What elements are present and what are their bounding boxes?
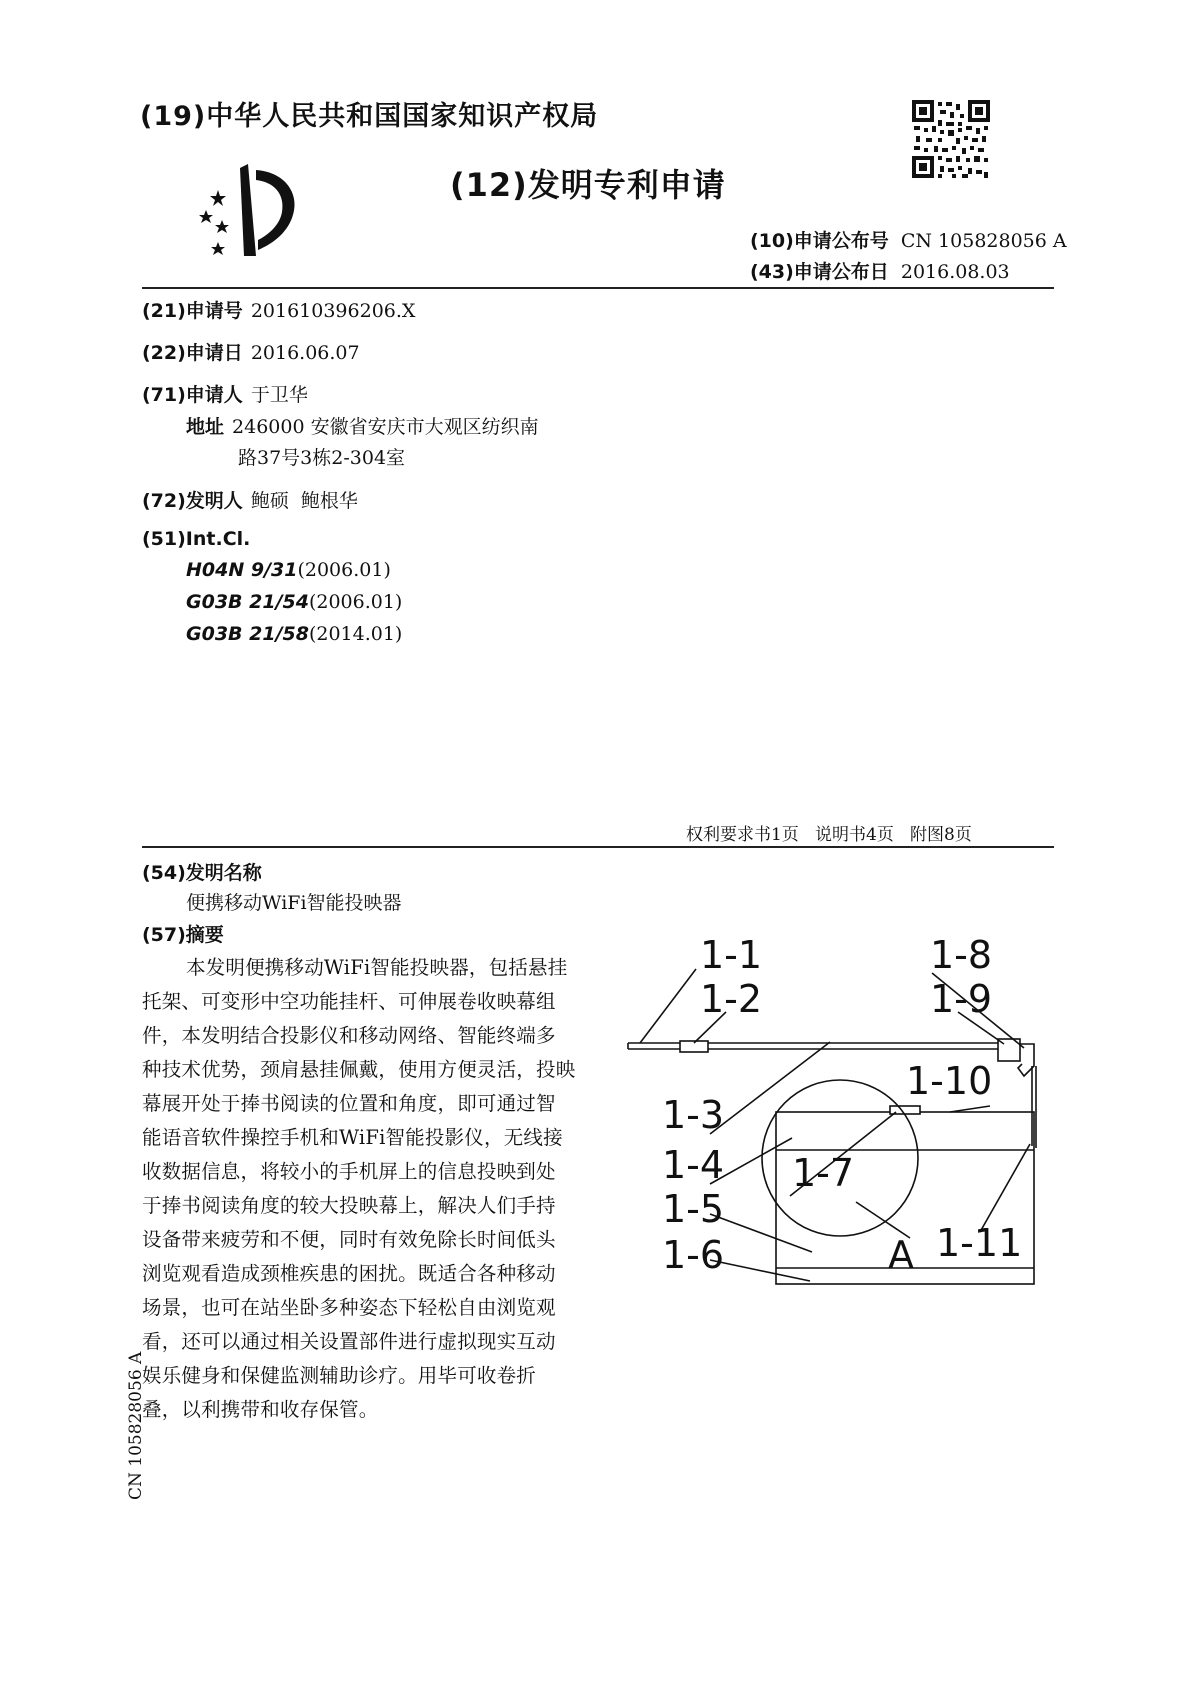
inventors — [142, 486, 358, 513]
figure-label: A — [888, 1233, 914, 1277]
page-counts: 权利要求书1页 说明书4页 附图8页 — [686, 825, 972, 845]
figure-label: 1-4 — [662, 1143, 725, 1187]
address-line-1: 246000 安徽省安庆市大观区纺织南 — [232, 416, 539, 438]
figure-label: 1-7 — [792, 1151, 855, 1195]
side-publication-number: CN 105828056 A — [126, 1351, 146, 1500]
abstract-line: 于捧书阅读角度的较大投映幕上，解决人们手持 — [142, 1194, 556, 1217]
ipc-entry — [186, 591, 402, 613]
figure-label: 1-9 — [930, 977, 993, 1021]
inventors-label: (72)发明人 — [142, 490, 243, 512]
publication-date-label: (43)申请公布日 — [750, 261, 889, 283]
ipc-entry — [186, 623, 402, 645]
ipc-version: (2006.01) — [297, 559, 391, 581]
abstract-line: 叠，以利携带和收存保管。 — [142, 1398, 379, 1421]
application-date-label: (22)申请日 — [142, 342, 243, 364]
figure-label: 1-2 — [700, 977, 763, 1021]
abstract-line: 件，本发明结合投影仪和移动网络、智能终端多 — [142, 1024, 556, 1047]
title-label: (54)发明名称 — [142, 862, 262, 884]
qr-code — [912, 100, 990, 178]
abstract-line: 幕展开处于捧书阅读的位置和角度，即可通过智 — [142, 1092, 556, 1115]
section-divider — [142, 846, 1054, 848]
figure-label: 1-10 — [906, 1059, 993, 1103]
invention-title: 便携移动WiFi智能投映器 — [186, 892, 402, 914]
address — [186, 412, 539, 439]
figure-label: 1-3 — [662, 1093, 725, 1137]
ipc-version: (2014.01) — [308, 623, 403, 645]
ipc-code: G03B 21/54 — [186, 591, 309, 613]
application-number — [142, 296, 415, 323]
abstract-line: 场景，也可在站坐卧多种姿态下轻松自由浏览观 — [142, 1296, 556, 1319]
abstract-line: 浏览观看造成颈椎疾患的困扰。既适合各种移动 — [142, 1262, 556, 1285]
abstract-line: 托架、可变形中空功能挂杆、可伸展卷收映幕组 — [142, 990, 556, 1013]
publication-date — [750, 257, 1010, 284]
figure-label: 1-5 — [662, 1187, 725, 1231]
address-line-2: 路37号3栋2-304室 — [238, 447, 406, 469]
application-date-value: 2016.06.07 — [250, 342, 360, 364]
publication-number-value: CN 105828056 A — [900, 230, 1067, 252]
ipc-code: G03B 21/58 — [186, 623, 309, 645]
publication-number — [750, 226, 1067, 253]
application-number-value: 201610396206.X — [250, 300, 416, 322]
application-number-label: (21)申请号 — [142, 300, 243, 322]
ipc-entry — [186, 559, 391, 581]
figure-label: 1-11 — [936, 1221, 1023, 1265]
ipc-version: (2006.01) — [308, 591, 403, 613]
publication-number-label: (10)申请公布号 — [750, 230, 889, 252]
inventors-value: 鲍硕 鲍根华 — [250, 490, 358, 512]
document-type: (12)发明专利申请 — [450, 166, 726, 204]
abstract-line: 能语音软件操控手机和WiFi智能投影仪，无线接 — [142, 1126, 563, 1149]
int-cl — [142, 528, 250, 550]
abstract-line: 娱乐健身和保健监测辅助诊疗。用毕可收卷折 — [142, 1364, 537, 1387]
abstract-line: 种技术优势，颈肩悬挂佩戴，使用方便灵活，投映 — [142, 1058, 576, 1081]
int-cl-label: (51)Int.Cl. — [142, 528, 251, 550]
header-divider — [142, 287, 1054, 289]
publication-date-value: 2016.08.03 — [900, 261, 1010, 283]
abstract-label: (57)摘要 — [142, 924, 224, 946]
figure-label: 1-6 — [662, 1233, 725, 1277]
abstract-line: 设备带来疲劳和不便，同时有效免除长时间低头 — [142, 1228, 556, 1251]
figure-label: 1-8 — [930, 933, 993, 977]
application-date — [142, 338, 360, 365]
applicant-label: (71)申请人 — [142, 384, 243, 406]
address-label: 地址 — [186, 416, 225, 438]
abstract-line: 本发明便携移动WiFi智能投映器，包括悬挂 — [186, 956, 568, 979]
figure-label: 1-1 — [700, 933, 763, 977]
abstract-line: 收数据信息，将较小的手机屏上的信息投映到处 — [142, 1160, 556, 1183]
ipc-code: H04N 9/31 — [186, 559, 298, 581]
applicant-value: 于卫华 — [250, 384, 308, 406]
cnipa-logo — [196, 160, 306, 256]
applicant — [142, 380, 308, 407]
patent-figure — [620, 916, 1060, 1296]
abstract-line: 看，还可以通过相关设置部件进行虚拟现实互动 — [142, 1330, 556, 1353]
office-name: (19)中华人民共和国国家知识产权局 — [140, 101, 599, 132]
